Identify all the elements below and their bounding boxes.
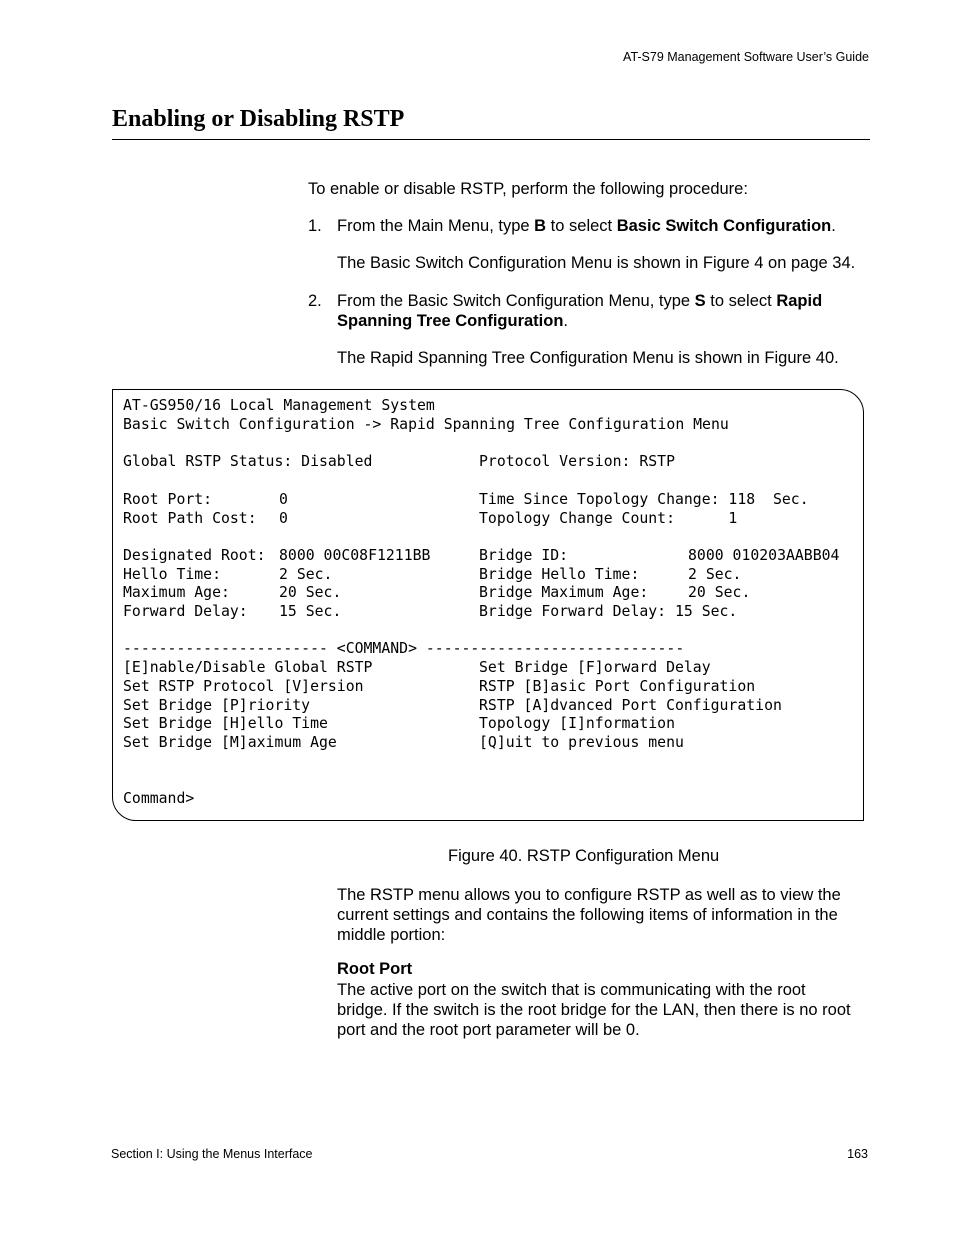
terminal-bridge-fwd-delay: Bridge Forward Delay: 15 Sec.: [479, 603, 738, 620]
root-port-line3: port and the root port parameter will be 0.: [337, 1021, 640, 1039]
terminal-bridge-hello-label: Bridge Hello Time:: [479, 566, 640, 583]
step-1-text: [337, 216, 836, 236]
terminal-menu-bridge-priority: Set Bridge [P]riority: [123, 697, 311, 714]
terminal-protocol-version: Protocol Version: RSTP: [479, 453, 675, 470]
terminal-bridge-max-age-label: Bridge Maximum Age:: [479, 584, 649, 601]
running-header: AT-S79 Management Software User’s Guide: [623, 50, 869, 64]
body-paragraph-line1: The RSTP menu allows you to configure RSTP as well as to view the: [337, 886, 841, 904]
step-2-text-before: From the Basic Switch Configuration Menu, type: [337, 292, 695, 310]
step-2-note: The Rapid Spanning Tree Configuration Menu is shown in Figure 40.: [337, 349, 839, 367]
footer-page-number: 163: [847, 1147, 868, 1161]
terminal-max-age-value: 20 Sec.: [279, 584, 342, 601]
terminal-menu-quit: [Q]uit to previous menu: [479, 734, 684, 751]
terminal-menu-forward-delay: Set Bridge [F]orward Delay: [479, 659, 711, 676]
step-1-text-before: From the Main Menu, type: [337, 217, 535, 235]
step-2-text-line2: [337, 311, 568, 331]
terminal-menu-hello-time: Set Bridge [H]ello Time: [123, 715, 328, 732]
terminal-forward-delay-value: 15 Sec.: [279, 603, 342, 620]
terminal-command-prompt: Command>: [123, 790, 195, 807]
terminal-bridge-max-age-value: 20 Sec.: [688, 584, 751, 601]
figure-caption: Figure 40. RSTP Configuration Menu: [448, 847, 720, 865]
step-2-number: 2.: [308, 292, 322, 310]
terminal-root-port-label: Root Port:: [123, 491, 213, 508]
terminal-menu-enable-disable: [E]nable/Disable Global RSTP: [123, 659, 373, 676]
step-2-text-after: .: [563, 312, 569, 330]
root-port-line2: bridge. If the switch is the root bridge for the LAN, then there is no root: [337, 1001, 851, 1019]
step-2-target-line1: Rapid: [776, 292, 823, 310]
terminal-menu-protocol-version: Set RSTP Protocol [V]ersion: [123, 678, 364, 695]
terminal-max-age-label: Maximum Age:: [123, 584, 230, 601]
body-paragraph-line2: current settings and contains the following items of information in the: [337, 906, 838, 924]
terminal-menu-advanced-port-config: RSTP [A]dvanced Port Configuration: [479, 697, 782, 714]
terminal-global-status: Global RSTP Status: Disabled: [123, 453, 373, 470]
terminal-forward-delay-label: Forward Delay:: [123, 603, 248, 620]
section-title: Enabling or Disabling RSTP: [112, 106, 405, 132]
step-1-text-middle: to select: [546, 217, 617, 235]
footer-section-name: Section I: Using the Menus Interface: [111, 1147, 313, 1161]
step-1-number: 1.: [308, 217, 322, 235]
terminal-root-path-cost-value: 0: [279, 510, 288, 527]
terminal-screen: [112, 389, 864, 821]
terminal-designated-root-label: Designated Root:: [123, 547, 266, 564]
terminal-menu-topology-info: Topology [I]nformation: [479, 715, 675, 732]
terminal-root-path-cost-label: Root Path Cost:: [123, 510, 257, 527]
step-1-target: Basic Switch Configuration: [616, 217, 832, 235]
terminal-bridge-id-value: 8000 010203AABB04: [688, 547, 840, 564]
step-2-key: S: [694, 292, 706, 310]
step-2-target-line2: Spanning Tree Configuration: [337, 312, 564, 330]
step-2-text-middle: to select: [705, 292, 777, 310]
root-port-line1: The active port on the switch that is communicating with the root: [337, 981, 806, 999]
title-rule: [112, 139, 870, 140]
terminal-menu-basic-port-config: RSTP [B]asic Port Configuration: [479, 678, 756, 695]
body-paragraph-line3: middle portion:: [337, 926, 446, 944]
terminal-menu-maximum-age: Set Bridge [M]aximum Age: [123, 734, 337, 751]
terminal-system-name: AT-GS950/16 Local Management System: [123, 397, 435, 414]
intro-text: To enable or disable RSTP, perform the following procedure:: [308, 180, 748, 198]
root-port-heading: Root Port: [337, 960, 413, 978]
step-1-note: The Basic Switch Configuration Menu is shown in Figure 4 on page 34.: [337, 254, 856, 272]
terminal-hello-time-value: 2 Sec.: [279, 566, 333, 583]
terminal-bridge-id-label: Bridge ID:: [479, 547, 569, 564]
step-1-text-after: .: [831, 217, 836, 235]
terminal-breadcrumb: Basic Switch Configuration -> Rapid Spanning Tree Configuration Menu: [123, 416, 729, 433]
terminal-designated-root-value: 8000 00C08F1211BB: [279, 547, 431, 564]
terminal-root-port-value: 0: [279, 491, 288, 508]
terminal-bridge-hello-value: 2 Sec.: [688, 566, 742, 583]
terminal-time-since-change: Time Since Topology Change: 118 Sec.: [479, 491, 809, 508]
terminal-topology-change-count: Topology Change Count: 1: [479, 510, 738, 527]
terminal-command-divider: ----------------------- <COMMAND> -----------------------------: [123, 640, 685, 657]
step-2-text-line1: [337, 291, 822, 311]
step-1-key: B: [534, 217, 547, 235]
terminal-hello-time-label: Hello Time:: [123, 566, 221, 583]
